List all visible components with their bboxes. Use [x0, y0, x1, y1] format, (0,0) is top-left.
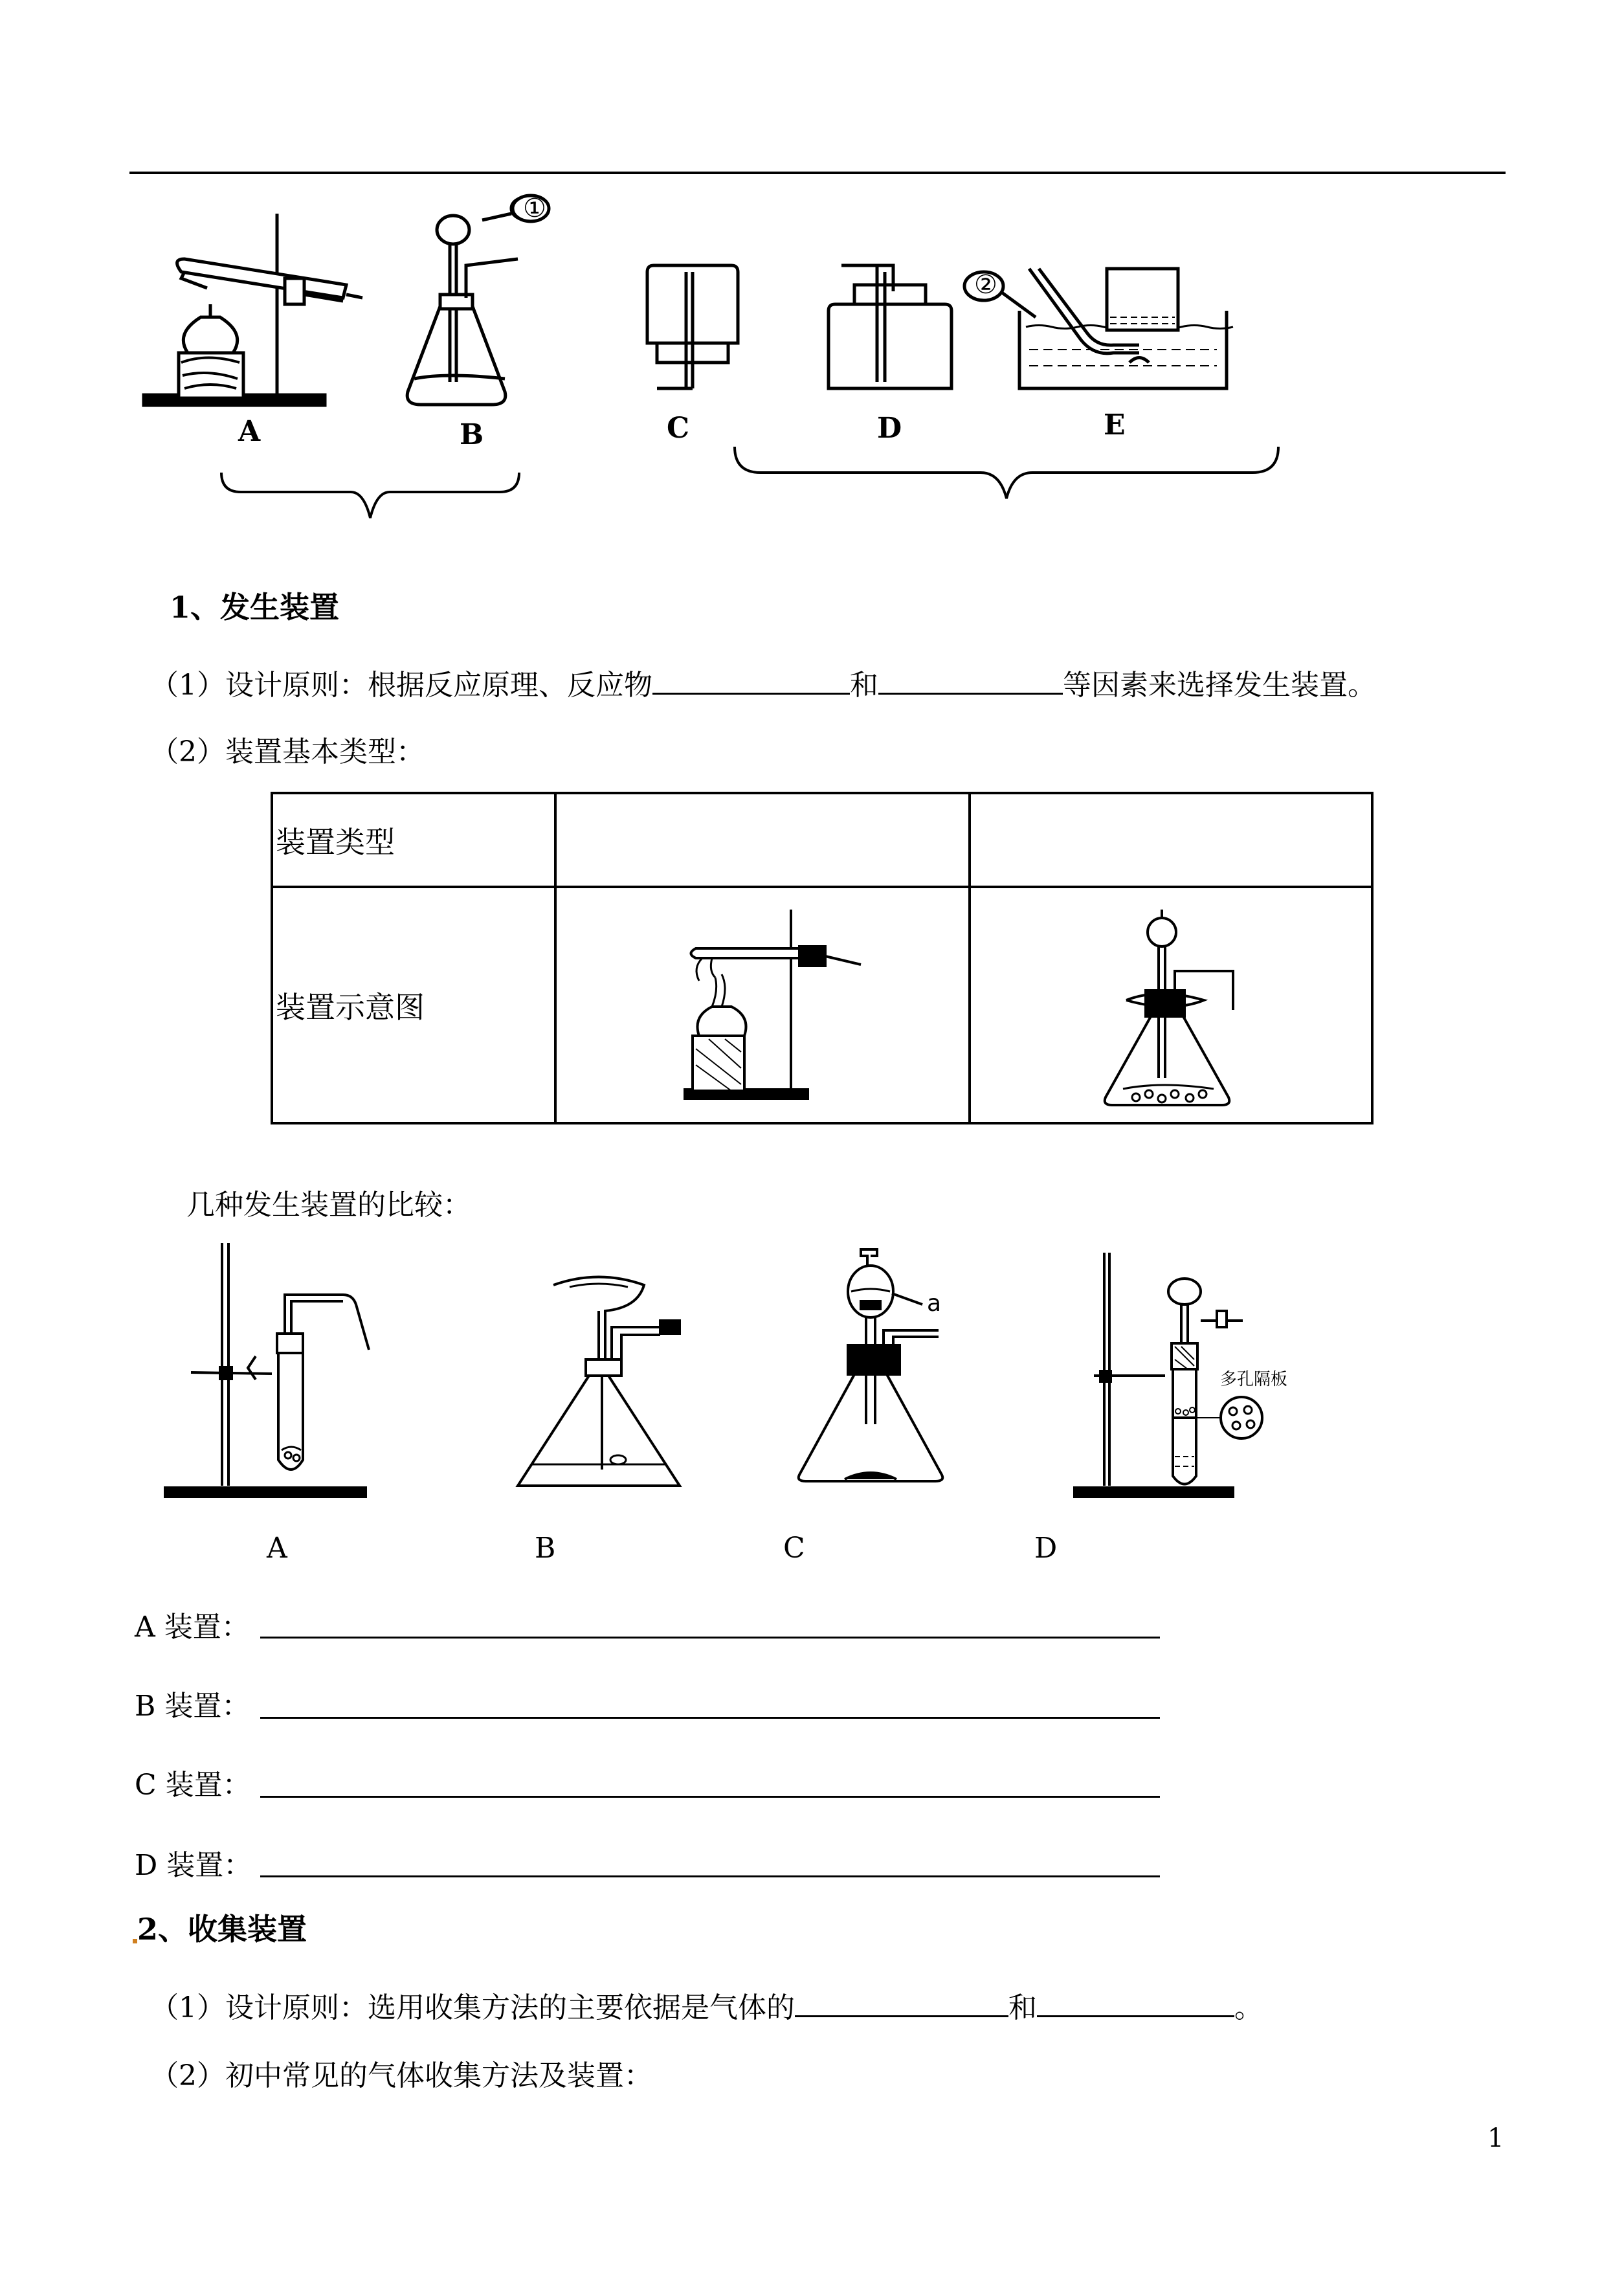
answer-line-c[interactable]: [260, 1796, 1160, 1798]
principle-prefix: （1）设计原则：根据反应原理、反应物: [150, 669, 652, 702]
section2-title: 2、收集装置: [137, 1912, 307, 1947]
label-top-c: C: [667, 412, 690, 445]
answer-label-a: A 装置：: [135, 1611, 250, 1644]
answer-line-d[interactable]: [260, 1875, 1160, 1877]
section2-principle: [150, 1989, 1263, 2022]
label-top-b: B: [460, 418, 484, 451]
answer-label-d: D 装置：: [135, 1849, 252, 1882]
answer-line-b[interactable]: [260, 1717, 1160, 1719]
answer-line-a[interactable]: [260, 1637, 1160, 1639]
compare-apparatus-b: [518, 1277, 680, 1486]
blank-gas-property-1[interactable]: [795, 1989, 1008, 2017]
table-row2-label: 装置示意图: [272, 887, 555, 1123]
principle-mid: 和: [850, 669, 878, 702]
collect-principle-prefix: （1）设计原则：选用收集方法的主要依据是气体的: [150, 1991, 795, 2024]
marker-a: a: [927, 1290, 942, 1317]
compare-label-a: A: [267, 1532, 287, 1565]
answer-label-c: C 装置：: [135, 1769, 251, 1802]
compare-apparatus-a: [165, 1243, 369, 1497]
label-top-e: E: [1104, 408, 1126, 442]
label-top-d: D: [877, 412, 902, 445]
compare-title: 几种发生装置的比较：: [186, 1189, 471, 1222]
principle-suffix: 等因素来选择发生装置。: [1063, 669, 1376, 702]
section2-methods-heading: （2）初中常见的气体收集方法及装置：: [150, 2059, 652, 2092]
section1-title: 1、发生装置: [170, 590, 340, 625]
marker-2: ②: [974, 270, 997, 300]
collect-principle-mid: 和: [1008, 1991, 1037, 2024]
blank-gas-property-2[interactable]: [1037, 1989, 1234, 2017]
compare-apparatus-c: [799, 1249, 943, 1481]
section1-types-heading: （2）装置基本类型：: [150, 735, 425, 768]
compare-label-b: B: [535, 1532, 556, 1565]
page-number: 1: [1487, 2123, 1504, 2153]
label-top-a: A: [238, 415, 261, 448]
table-row1-label: 装置类型: [272, 793, 555, 887]
porous-plate-label: 多孔隔板: [1220, 1370, 1288, 1389]
answer-label-b: B 装置：: [135, 1690, 250, 1723]
compare-label-d: D: [1034, 1532, 1058, 1565]
collect-principle-suffix: 。: [1234, 1991, 1263, 2024]
marker-1: ①: [523, 194, 546, 223]
compare-label-c: C: [783, 1532, 805, 1565]
orange-dot-mark: [133, 1939, 137, 1943]
